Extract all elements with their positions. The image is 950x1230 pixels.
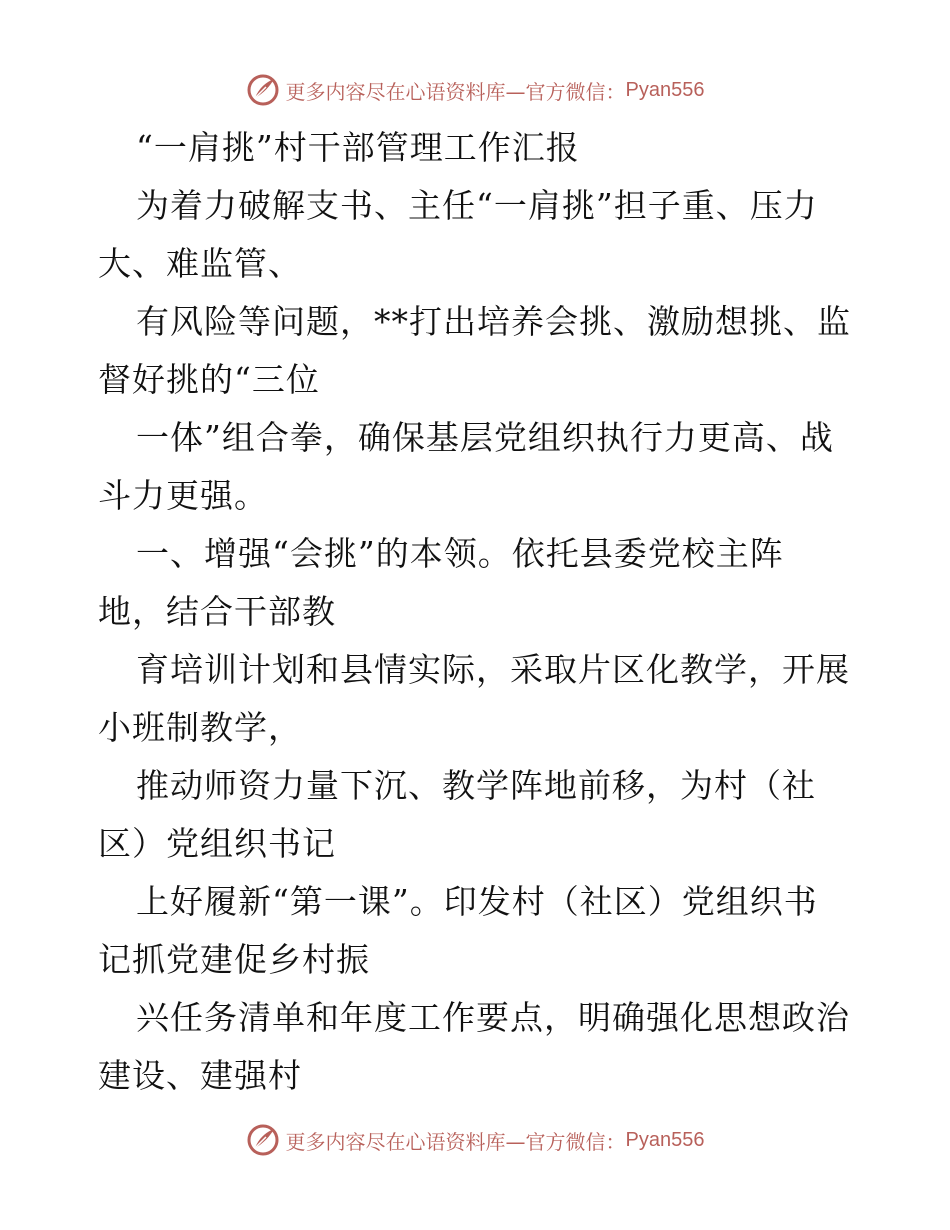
text-line: 推动师资力量下沉、教学阵地前移，为村（社 [136, 766, 816, 805]
text-line: 育培训计划和县情实际，采取片区化教学，开展 [136, 650, 850, 689]
text-line: 上好履新“第一课”。印发村（社区）党组织书 [136, 882, 818, 921]
text-line: 记抓党建促乡村振 [98, 940, 370, 979]
text-line: 区）党组织书记 [98, 824, 336, 863]
footer-watermark [0, 1120, 950, 1160]
text-line: 一体”组合拳，确保基层党组织执行力更高、战 [136, 418, 834, 457]
text-line: 有风险等问题，**打出培养会挑、激励想挑、监 [136, 302, 851, 341]
text-line: 小班制教学， [98, 708, 302, 747]
text-line: 斗力更强。 [98, 476, 268, 515]
watermark-text: 更多内容尽在心语资料库—官方微信： [285, 1129, 626, 1154]
text-line: 地，结合干部教 [98, 592, 336, 631]
document-title: “一肩挑”村干部管理工作汇报 [136, 128, 580, 167]
text-line: 一、增强“会挑”的本领。依托县委党校主阵 [136, 534, 784, 573]
feather-pen-logo-icon [246, 73, 280, 107]
text-line: 为着力破解支书、主任“一肩挑”担子重、压力 [136, 186, 818, 225]
text-line: 兴任务清单和年度工作要点，明确强化思想政治 [136, 998, 850, 1037]
text-line: 督好挑的“三位 [98, 360, 320, 399]
text-line: 大、难监管、 [98, 244, 302, 283]
header-watermark [0, 70, 950, 110]
feather-pen-logo-icon [246, 1123, 280, 1157]
watermark-wechat-id: Pyan556 [625, 1128, 705, 1151]
watermark-text: 更多内容尽在心语资料库—官方微信： [285, 79, 626, 104]
text-line: 建设、建强村 [98, 1056, 302, 1095]
watermark-wechat-id: Pyan556 [625, 78, 705, 101]
